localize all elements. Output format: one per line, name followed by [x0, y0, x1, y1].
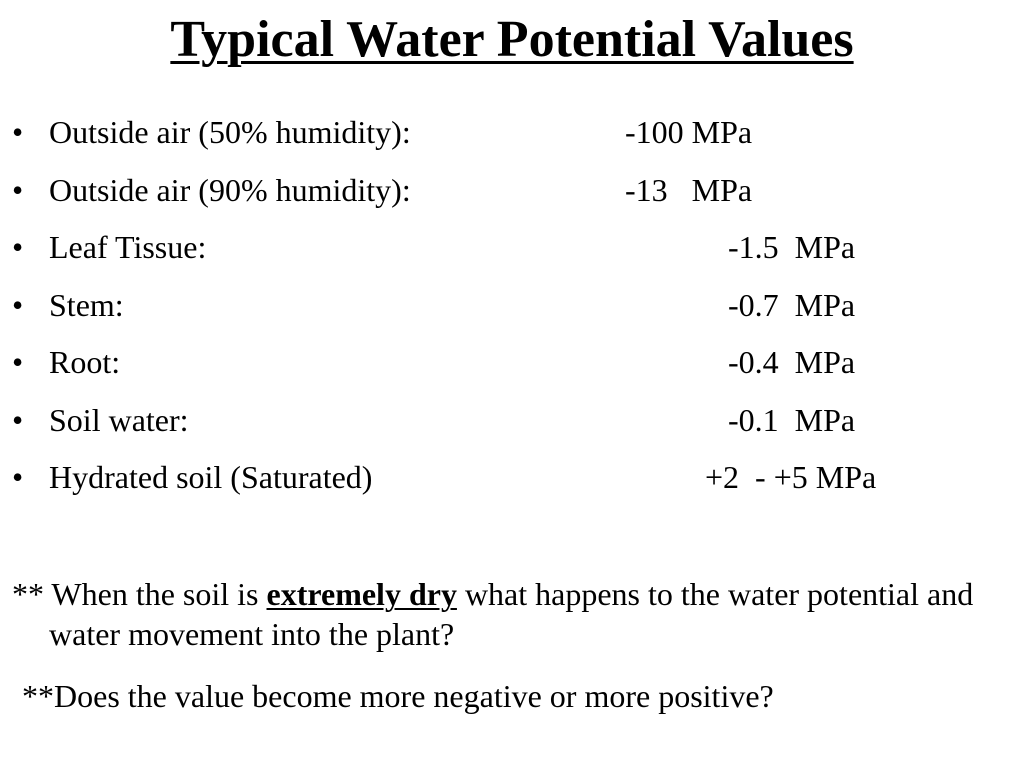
item-value: -0.7 MPa	[728, 286, 856, 323]
item-label: Stem:	[49, 286, 124, 323]
bullet-icon: •	[12, 286, 24, 323]
bullet-icon: •	[12, 344, 24, 380]
slide-title: Typical Water Potential Values	[170, 11, 854, 68]
item-value: -0.1 MPa	[728, 401, 856, 438]
item-value: -13 MPa	[625, 171, 753, 208]
item-label: Root:	[49, 344, 121, 380]
bullet-icon: •	[12, 114, 24, 150]
bullet-icon: •	[12, 459, 24, 495]
question-negative-or-positive: **Does the value become more negative or more positive?	[22, 678, 774, 714]
list-item-root	[0, 334, 1024, 392]
item-value: -0.4 MPa	[728, 344, 856, 380]
water-potential-list	[0, 104, 1024, 507]
item-value: +2 - +5 MPa	[705, 459, 877, 495]
list-item-soil-water	[0, 392, 1024, 450]
bullet-icon: •	[12, 401, 24, 438]
list-item-outside-air-90	[0, 162, 1024, 220]
item-label: Leaf Tissue:	[49, 229, 207, 265]
item-label: Soil water:	[49, 401, 189, 438]
list-item-stem	[0, 277, 1024, 335]
question-text-before: ** When the soil is	[12, 576, 267, 612]
list-item-hydrated-soil	[0, 449, 1024, 507]
question-emphasis: extremely dry	[266, 576, 457, 612]
question-text-after: what happens to the water potential and water movement into the plant?	[49, 576, 974, 652]
list-item-leaf-tissue	[0, 219, 1024, 277]
bullet-icon: •	[12, 229, 24, 265]
list-item-outside-air-50	[0, 104, 1024, 162]
item-label: Outside air (90% humidity):	[49, 171, 411, 208]
item-label: Hydrated soil (Saturated)	[49, 459, 373, 495]
item-label: Outside air (50% humidity):	[49, 114, 411, 150]
bullet-icon: •	[12, 171, 24, 208]
item-value: -1.5 MPa	[728, 229, 856, 265]
question-extremely-dry-soil	[12, 574, 1012, 654]
item-value: -100 MPa	[625, 114, 753, 150]
